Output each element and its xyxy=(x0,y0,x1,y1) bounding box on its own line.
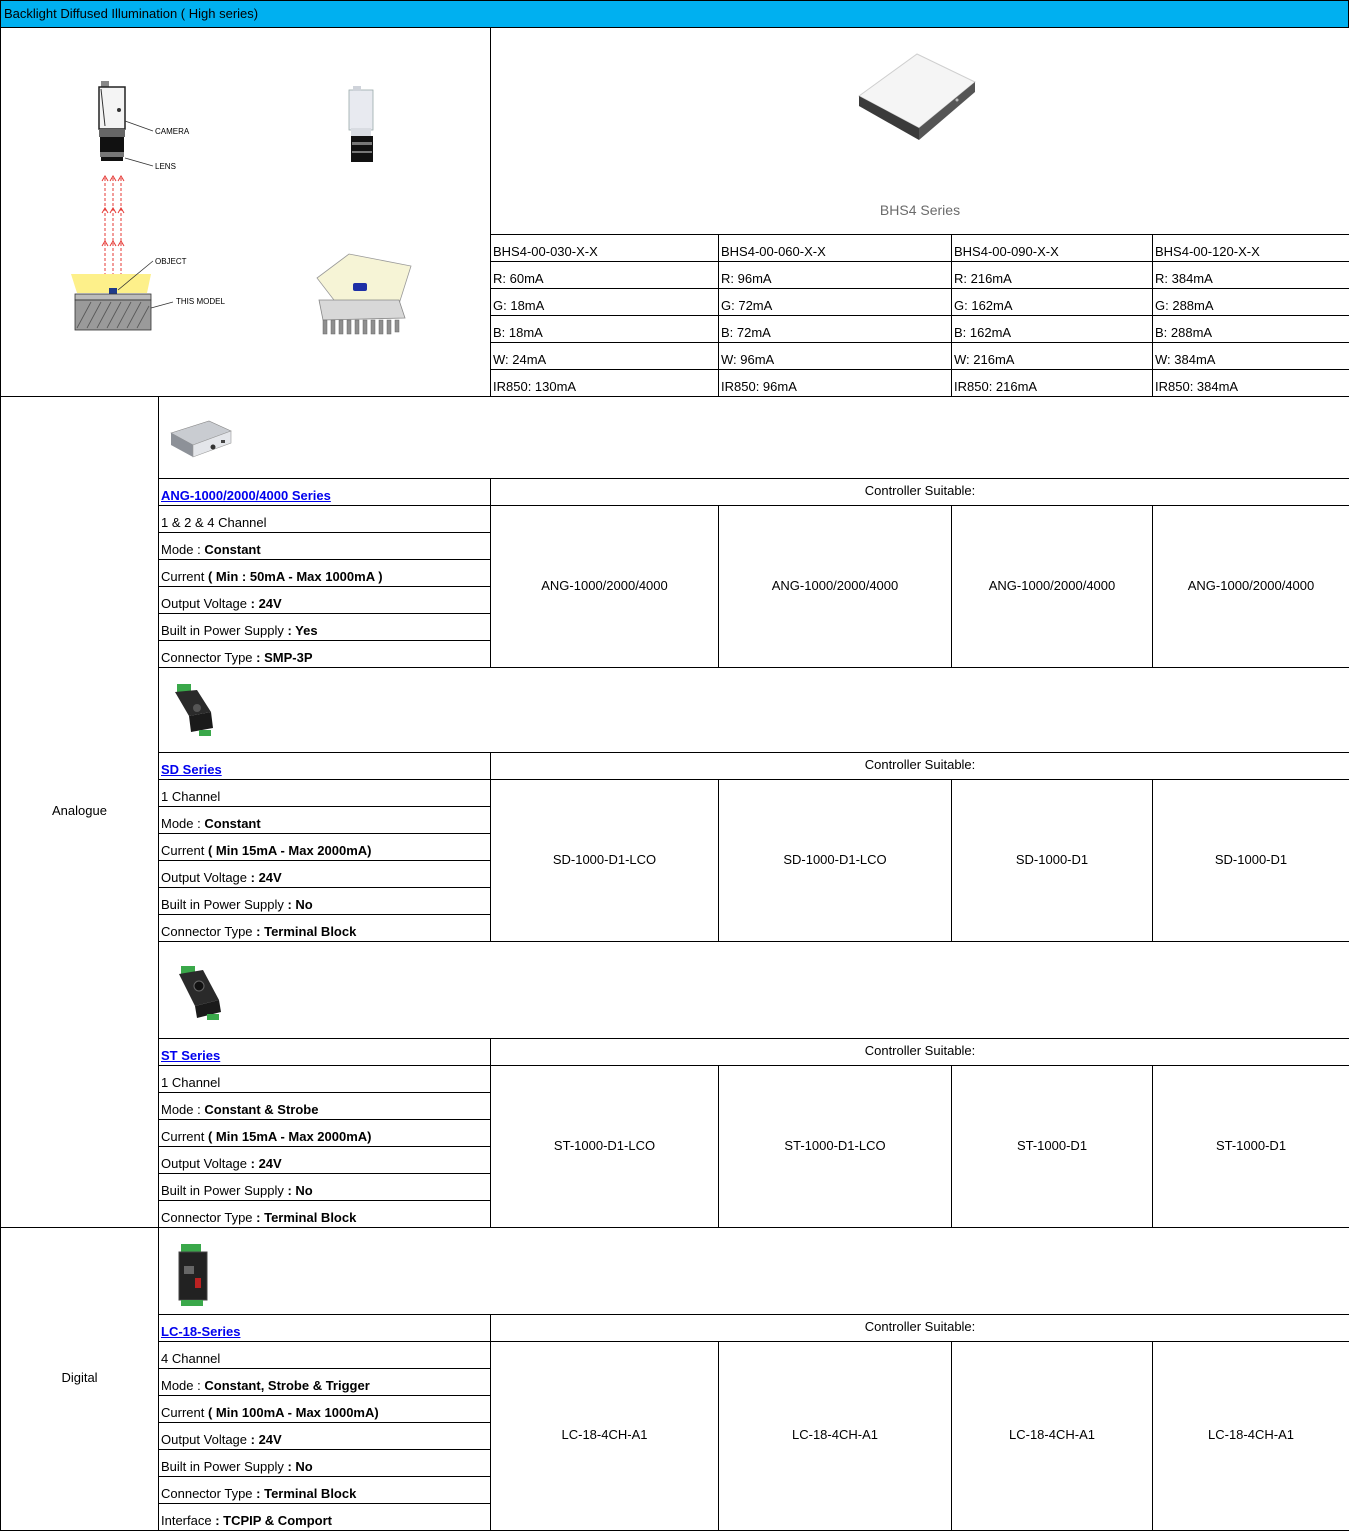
spec-row xyxy=(159,1120,491,1147)
suitable-controller: LC-18-4CH-A1 xyxy=(719,1342,952,1531)
spec-value: : TCPIP & Comport xyxy=(215,1513,332,1528)
spec-value: : 24V xyxy=(250,870,282,885)
spec-value: ( Min 15mA - Max 2000mA) xyxy=(207,1129,372,1144)
model-spec-r: R: 216mA xyxy=(952,262,1153,289)
spec-value: ( Min : 50mA - Max 1000mA ) xyxy=(207,569,383,584)
controller-suitable-label: Controller Suitable: xyxy=(491,753,1349,780)
model-name: BHS4-00-090-X-X xyxy=(952,235,1153,262)
spec-row xyxy=(159,533,491,560)
product-caption: BHS4 Series xyxy=(879,202,961,218)
suitable-controller: LC-18-4CH-A1 xyxy=(1153,1342,1349,1531)
spec-value: : Yes xyxy=(287,623,318,638)
spec-label: Current xyxy=(161,569,208,584)
spec-label: Output Voltage xyxy=(161,870,251,885)
spec-label: Current xyxy=(161,1405,208,1420)
spec-label: 1 Channel xyxy=(161,1075,221,1090)
sd-controller-icon xyxy=(171,682,217,738)
model-spec-b: B: 162mA xyxy=(952,316,1153,343)
model-name: BHS4-00-120-X-X xyxy=(1153,235,1349,262)
spec-value: : No xyxy=(287,1183,313,1198)
spec-value: : 24V xyxy=(250,1432,282,1447)
spec-label: Connector Type xyxy=(161,650,257,665)
model-spec-g: G: 162mA xyxy=(952,289,1153,316)
model-spec-w: W: 24mA xyxy=(491,343,719,370)
setup-diagram-icon xyxy=(1,28,491,396)
spec-label: 4 Channel xyxy=(161,1351,221,1366)
model-spec-w: W: 96mA xyxy=(719,343,952,370)
spec-label: Mode : xyxy=(161,1102,205,1117)
model-spec-b: B: 18mA xyxy=(491,316,719,343)
spec-value: ( Min 15mA - Max 2000mA) xyxy=(207,843,372,858)
illustration-cell xyxy=(1,28,491,397)
spec-value: ( Min 100mA - Max 1000mA) xyxy=(207,1405,379,1420)
spec-row xyxy=(159,587,491,614)
controller-suitable-label: Controller Suitable: xyxy=(491,479,1349,506)
spec-value: : 24V xyxy=(250,1156,282,1171)
model-spec-w: W: 384mA xyxy=(1153,343,1349,370)
suitable-controller: ST-1000-D1 xyxy=(952,1066,1153,1228)
spec-label: Built in Power Supply xyxy=(161,1183,288,1198)
spec-value: : Terminal Block xyxy=(256,1210,357,1225)
spec-label: Current xyxy=(161,843,208,858)
spec-row xyxy=(159,915,491,942)
controller-photo-cell xyxy=(159,668,1349,753)
spec-row xyxy=(159,1504,491,1531)
spec-table xyxy=(0,27,1349,1531)
suitable-controller: SD-1000-D1 xyxy=(952,780,1153,942)
spec-row xyxy=(159,1147,491,1174)
spec-row xyxy=(159,506,491,533)
diagram-label-object: OBJECT xyxy=(155,257,187,266)
spec-label: Mode : xyxy=(161,1378,205,1393)
spec-row xyxy=(159,1450,491,1477)
suitable-controller: ST-1000-D1-LCO xyxy=(719,1066,952,1228)
series-title-cell xyxy=(159,753,491,780)
spec-value: : No xyxy=(287,897,313,912)
spec-label: 1 & 2 & 4 Channel xyxy=(161,515,267,530)
spec-label: Interface xyxy=(161,1513,216,1528)
model-name: BHS4-00-030-X-X xyxy=(491,235,719,262)
spec-value: Constant xyxy=(204,816,261,831)
spec-row xyxy=(159,888,491,915)
spec-row xyxy=(159,1423,491,1450)
model-spec-g: G: 18mA xyxy=(491,289,719,316)
category-analogue: Analogue xyxy=(1,397,159,1228)
spec-row xyxy=(159,1477,491,1504)
spec-row xyxy=(159,641,491,668)
spec-row xyxy=(159,1093,491,1120)
suitable-controller: ST-1000-D1-LCO xyxy=(491,1066,719,1228)
suitable-controller: SD-1000-D1-LCO xyxy=(719,780,952,942)
spec-value: : No xyxy=(287,1459,313,1474)
lc-controller-icon xyxy=(175,1242,215,1308)
model-spec-r: R: 384mA xyxy=(1153,262,1349,289)
controller-photo-cell xyxy=(159,397,1349,479)
series-title-cell xyxy=(159,1315,491,1342)
controller-photo-cell xyxy=(159,942,1349,1039)
spec-row xyxy=(159,861,491,888)
spec-row xyxy=(159,1342,491,1369)
spec-label: Connector Type xyxy=(161,1486,257,1501)
spec-row xyxy=(159,780,491,807)
spec-row xyxy=(159,807,491,834)
model-spec-b: B: 72mA xyxy=(719,316,952,343)
light-panel-icon xyxy=(855,50,979,142)
spec-row xyxy=(159,1066,491,1093)
model-spec-b: B: 288mA xyxy=(1153,316,1349,343)
spec-value: : Terminal Block xyxy=(256,924,357,939)
st-series-link[interactable]: ST Series xyxy=(161,1048,221,1063)
diagram-label-lens: LENS xyxy=(155,162,176,171)
controller-suitable-label: Controller Suitable: xyxy=(491,1039,1349,1066)
spec-value: Constant, Strobe & Trigger xyxy=(204,1378,370,1393)
spec-row xyxy=(159,1174,491,1201)
ang-controller-icon xyxy=(169,417,233,461)
suitable-controller: LC-18-4CH-A1 xyxy=(952,1342,1153,1531)
spec-label: Mode : xyxy=(161,542,205,557)
category-digital: Digital xyxy=(1,1228,159,1531)
spec-label: Connector Type xyxy=(161,1210,257,1225)
model-spec-ir: IR850: 130mA xyxy=(491,370,719,397)
spec-row xyxy=(159,1369,491,1396)
spec-label: Built in Power Supply xyxy=(161,623,288,638)
spec-label: Current xyxy=(161,1129,208,1144)
model-spec-ir: IR850: 96mA xyxy=(719,370,952,397)
model-spec-r: R: 60mA xyxy=(491,262,719,289)
spec-label: Output Voltage xyxy=(161,1156,251,1171)
model-spec-ir: IR850: 384mA xyxy=(1153,370,1349,397)
suitable-controller: ANG-1000/2000/4000 xyxy=(1153,506,1349,668)
suitable-controller: ST-1000-D1 xyxy=(1153,1066,1349,1228)
spec-row xyxy=(159,1396,491,1423)
spec-value: Constant & Strobe xyxy=(204,1102,319,1117)
diagram-label-camera: CAMERA xyxy=(155,127,190,136)
model-spec-g: G: 288mA xyxy=(1153,289,1349,316)
spec-row xyxy=(159,834,491,861)
spec-label: Output Voltage xyxy=(161,596,251,611)
model-spec-ir: IR850: 216mA xyxy=(952,370,1153,397)
model-spec-g: G: 72mA xyxy=(719,289,952,316)
spec-value: : SMP-3P xyxy=(256,650,313,665)
spec-row xyxy=(159,1201,491,1228)
controller-suitable-label: Controller Suitable: xyxy=(491,1315,1349,1342)
sd-series-link[interactable]: SD Series xyxy=(161,762,222,777)
spec-value: Constant xyxy=(204,542,261,557)
spec-label: Connector Type xyxy=(161,924,257,939)
product-photo-cell xyxy=(491,28,1349,235)
sheet-title: Backlight Diffused Illumination ( High series) xyxy=(0,0,1349,28)
lc-series-link[interactable]: LC-18-Series xyxy=(161,1324,241,1339)
suitable-controller: LC-18-4CH-A1 xyxy=(491,1342,719,1531)
spec-label: Output Voltage xyxy=(161,1432,251,1447)
series-title-cell xyxy=(159,479,491,506)
backlight-diagram xyxy=(1,28,490,396)
model-spec-r: R: 96mA xyxy=(719,262,952,289)
st-controller-icon xyxy=(175,964,227,1022)
model-spec-w: W: 216mA xyxy=(952,343,1153,370)
suitable-controller: SD-1000-D1 xyxy=(1153,780,1349,942)
spec-value: : 24V xyxy=(250,596,282,611)
model-name: BHS4-00-060-X-X xyxy=(719,235,952,262)
suitable-controller: ANG-1000/2000/4000 xyxy=(719,506,952,668)
spec-value: : Terminal Block xyxy=(256,1486,357,1501)
spec-label: Mode : xyxy=(161,816,205,831)
diagram-label-this-model: THIS MODEL xyxy=(176,297,225,306)
spec-label: 1 Channel xyxy=(161,789,221,804)
controller-photo-cell xyxy=(159,1228,1349,1315)
suitable-controller: SD-1000-D1-LCO xyxy=(491,780,719,942)
ang-series-link[interactable]: ANG-1000/2000/4000 Series xyxy=(161,488,331,503)
spec-row xyxy=(159,560,491,587)
series-title-cell xyxy=(159,1039,491,1066)
spec-label: Built in Power Supply xyxy=(161,1459,288,1474)
suitable-controller: ANG-1000/2000/4000 xyxy=(952,506,1153,668)
spec-row xyxy=(159,614,491,641)
spec-label: Built in Power Supply xyxy=(161,897,288,912)
suitable-controller: ANG-1000/2000/4000 xyxy=(491,506,719,668)
